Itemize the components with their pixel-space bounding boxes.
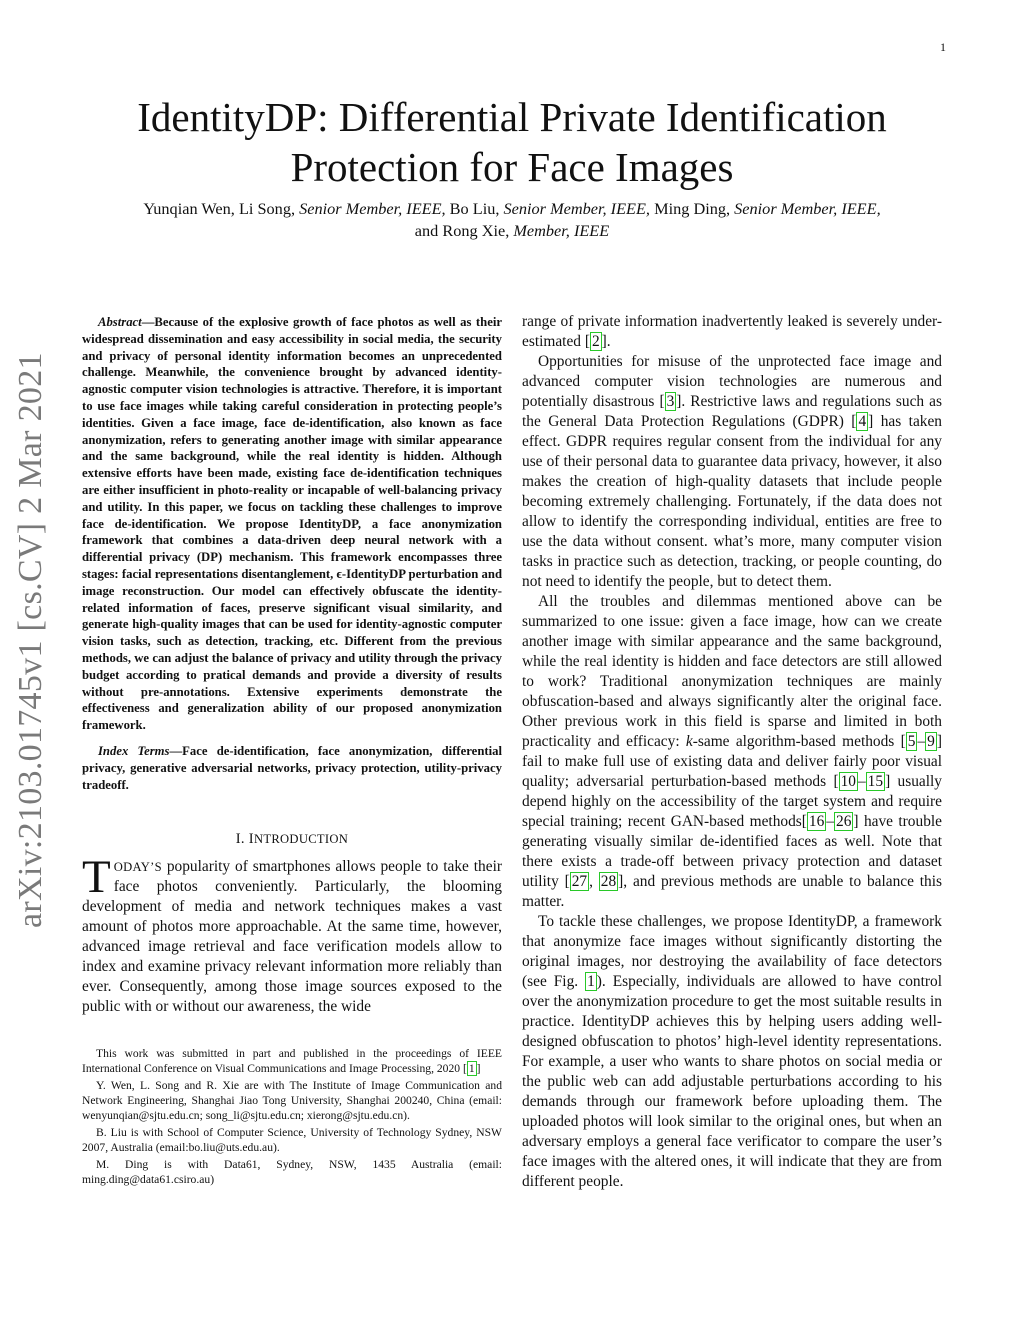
paragraph-troubles: All the troubles and dilemmas mentioned above can be summarized to one issue: given a face image, how can we create another image with similar appearance and the same background, while the real identity is hidden and face detectors are still allowed to work? Traditional anonymization techniques are mainly obfuscation-based and always significantly alter the original face. Other previous work in this field is sparse and limited in both practicality and efficacy: k-same algorithm-based methods [ 5 – 9 ] fail to make full use of existing data and deliver fairly poor visual quality; adversarial perturbation-based methods [ 10 – 15 ] usually depend highly on the accessibility of the target system and require special training; recent GAN-based methods[ 16 – 26 ] have trouble generating visually similar de-identified faces as well. Note that there exists a trade-off between privacy protection and dataset utility [ 27 , 28 ], and previous methods are unable to balance this matter.: [522, 593, 943, 910]
author-membership: Member, IEEE: [513, 221, 610, 240]
paragraph-proposal: To tackle these challenges, we propose IdentityDP, a framework that anonymize face images without significantly distorting the original images, nor destroying the availability of face detectors (see Fig. 1 ). Especially, individuals are allowed to have control over the anonymization procedure to get the most suitable results in practice. IdentityDP achieves this by helping users adding well-designed obfuscation to photos’ high-level identity representations. For example, a user who wants to share photos on social media or the public web can add adjustable perturbations according to his demands through our framework before uploading them. The uploaded photos will look similar to the original ones, but when an adversary employs a general face verificator to compare the user’s face images with the altered ones, it will indicate that they are from different people.: [522, 913, 942, 1190]
footnotes: [82, 1047, 502, 1187]
citation-link[interactable]: 3: [666, 393, 675, 410]
title-line-2: Protection for Face Images: [290, 144, 734, 190]
arxiv-identifier[interactable]: arXiv:2103.01745v1 [cs.CV] 2 Mar 2021: [12, 352, 49, 928]
authors-line-1: Yunqian Wen, Li Song, Senior Member, IEEE, Bo Liu, Senior Member, IEEE, Ming Ding, Senior Member, IEEE,: [143, 199, 881, 218]
math-variable: k: [685, 733, 693, 750]
abstract-label: Abstract: [98, 315, 142, 329]
citation-link[interactable]: 4: [858, 413, 867, 430]
paper-title: [90, 92, 934, 192]
citation-link[interactable]: 2: [591, 333, 600, 350]
intro-paragraph: [82, 851, 502, 1017]
left-column: [82, 314, 502, 1189]
intro-first-word: ODAY’S: [113, 860, 162, 875]
footnote-affiliation-uts: B. Liu is with School of Computer Science, University of Technology Sydney, NSW 2007, Australia (email:bo.liu@uts.edu.au).: [82, 1125, 502, 1154]
intro-text: popularity of smartphones allows people to take their face photos conveniently. Particularly, the blooming development of media and network techniques makes a vast amount of photos more approachable. At the same time, however, advanced image retrieval and face verification models allow to index and examine privacy relevant information more reliably than ever. Consequently, among those image sources exposed to the public with or without our awareness, the wide: [82, 858, 502, 1016]
citation-link[interactable]: 16: [808, 813, 825, 830]
author-membership: Senior Member, IEEE,: [503, 199, 651, 218]
paragraph-continuation: range of private information inadvertently leaked is severely under-estimated [ 2 ].: [522, 313, 942, 350]
index-terms: [82, 743, 502, 793]
author-list: [70, 198, 954, 242]
index-terms-text: —Face de-identification, face anonymization, differential privacy, generative adversarial networks, privacy protection, utility-privacy tradeoff.: [82, 743, 502, 792]
citation-link[interactable]: 26: [836, 813, 852, 830]
abstract: [82, 314, 502, 734]
section-title-first-letter: I: [248, 831, 254, 848]
paragraph-opportunities: Opportunities for misuse of the unprotected face image and advanced computer vision technologies are numerous and potentially disastrous [ 3 ]. Restrictive laws and regulations such as the General Data Protection Regulations (GDPR) [ 4 ] has taken effect. GDPR requires regular consent from the individual for any use of their personal data to guarantee data privacy, however, it also makes the creation of high-quality datasets that include people becoming extremely challenging. Fortunately, if the data does not allow to identify the corresponding individual, entities are free to use the data without consent. what’s more, many computer vision tasks in practice such as detection, tracking, or people counting, do not need to identify the people, but to detect them.: [522, 353, 942, 590]
author-membership: Senior Member, IEEE,: [734, 199, 881, 218]
authors-line-2: and Rong Xie, Member, IEEE: [414, 221, 610, 240]
citation-link[interactable]: 5: [907, 733, 916, 750]
abstract-text: —Because of the explosive growth of face photos as well as their widespread dissemination and easy accessibility in social media, the security and privacy of personal identity information becomes an unprecedented challenge. Meanwhile, the convenience brought by advanced identity-agnostic computer vision technologies is attractive. Therefore, it is important to use face images while taking careful consideration in protecting people’s identities. Given a face image, face de-identification, also known as face anonymization, refers to generating another image with similar appearance and the same background, while the real identity is hidden. Although extensive efforts have been made, existing face de-identification techniques are either insufficient in photo-reality or incapable of well-balancing privacy and utility. In this paper, we focus on tackling these challenges to improve face de-identification. We propose IdentityDP, a face anonymization framework that combines a data-driven deep neural network with a differential privacy (DP) mechanism. This framework encompasses three stages: facial representations disentanglement, ϵ-IdentityDP perturbation and image reconstruction. Our model can effectively obfuscate the identity-related information of faces, preserve significant visual similarity, and generate high-quality images that can be used for identity-agnostic computer vision tasks, such as detection, tracking, etc. Different from the previous methods, we can adjust the balance of privacy and utility through the privacy budget according to pratical demands and provide a diversity of results without pre-annotations. Extensive experiments demonstrate the effectiveness and generalization ability of our proposed anonymization framework.: [82, 315, 502, 733]
right-column: [522, 312, 942, 1192]
page-number: 1: [940, 40, 946, 54]
section-heading-introduction: [82, 831, 502, 848]
citation-link[interactable]: 27: [571, 873, 588, 890]
footnote-affiliation-data61: M. Ding is with Data61, Sydney, NSW, 1435 Australia (email: ming.ding@data61.csiro.au): [82, 1157, 502, 1186]
citation-link[interactable]: 28: [600, 873, 617, 890]
citation-link[interactable]: 1: [468, 1062, 475, 1076]
author-membership: Senior Member, IEEE,: [299, 199, 446, 218]
citation-link[interactable]: 9: [927, 733, 935, 750]
drop-cap: T: [82, 851, 111, 904]
title-line-1: IdentityDP: Differential Private Identification: [137, 94, 887, 140]
citation-link[interactable]: 10: [840, 773, 856, 790]
index-terms-label: Index Terms: [98, 743, 170, 758]
section-title-rest: NTRODUCTION: [253, 832, 349, 847]
citation-link[interactable]: 1: [587, 973, 595, 990]
footnote-submission: This work was submitted in part and published in the proceedings of IEEE International Conference on Visual Communications and Image Processing, 2020 [ 1 ]: [82, 1047, 502, 1076]
section-numeral: I.: [235, 831, 245, 848]
citation-link[interactable]: 15: [867, 773, 884, 790]
footnote-affiliation-sjtu: Y. Wen, L. Song and R. Xie are with The Institute of Image Communication and Network Engineering, Shanghai Jiao Tong University, Shanghai 200240, China (email: wenyunqian@sjtu.edu.cn; song_li@sjtu.edu.cn; xierong@sjtu.edu.cn).: [82, 1079, 502, 1122]
